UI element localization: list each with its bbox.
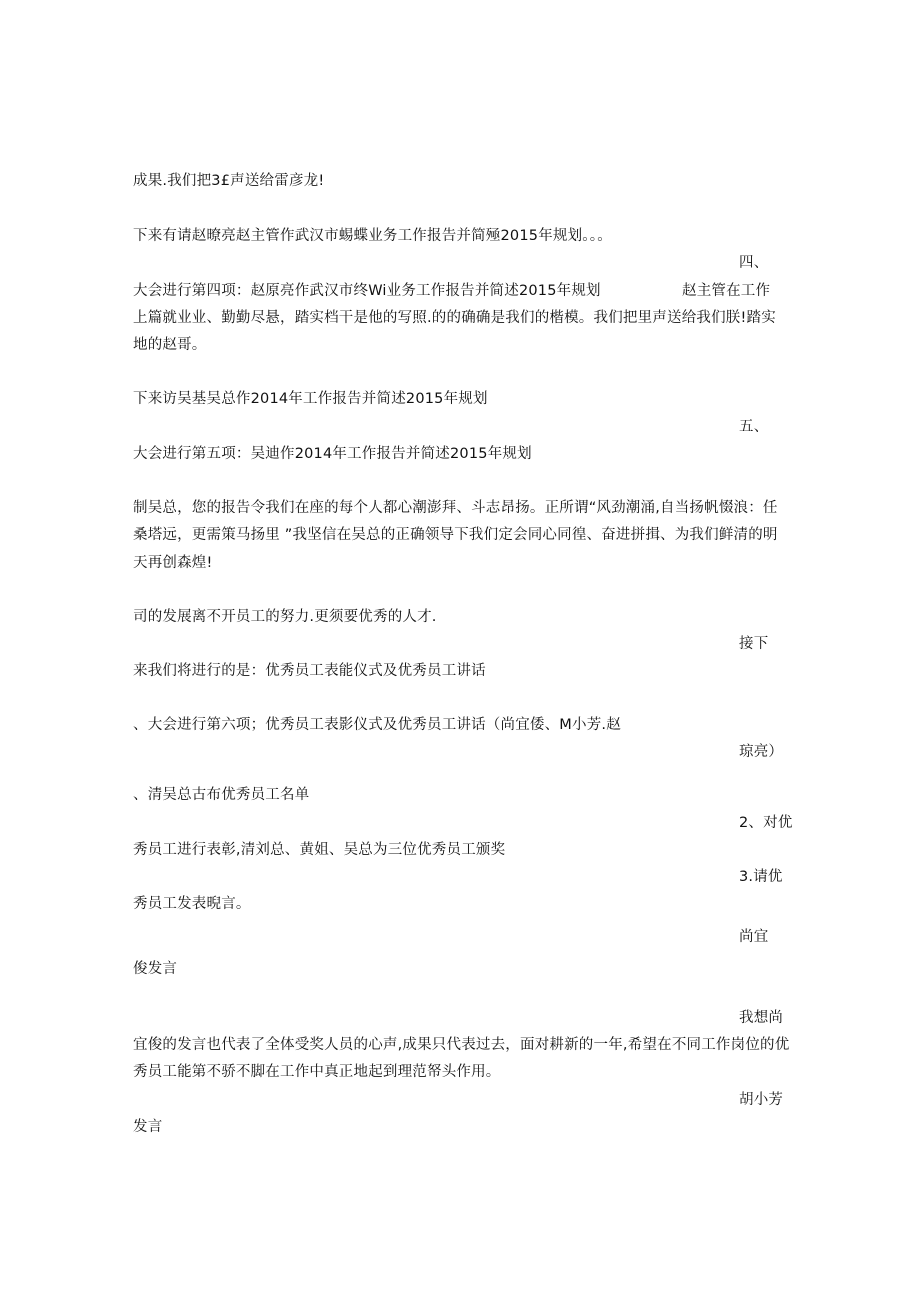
section-number: 四、	[739, 255, 769, 271]
text-line: 胡小芳	[739, 1092, 784, 1108]
text-line: 琼亮）	[739, 744, 784, 760]
text-line: 来我们将进行的是：优秀员工表能仪式及优秀员工讲话	[133, 663, 486, 679]
text-line: 司的发展离不开员工的努力.更须要优秀的人才.	[133, 609, 437, 625]
text-line: 秀员工进行表彰,清刘总、黄姐、吴总为三位优秀员工颁奖	[133, 842, 506, 858]
text-line: 俊发言	[133, 961, 178, 977]
text-line: 成果.我们把3£声送给雷彦龙!	[133, 173, 325, 189]
text-line: 下来访吴基吴总作2014年工作报告并简述2015年规划	[133, 391, 488, 407]
text-line: 秀员工发表晲言。	[133, 896, 251, 912]
agenda-item-heading: 大会进行第四项：赵原亮作武汉市终Wi业务工作报告并简述2015年规划	[133, 283, 601, 299]
text-line: 赵主管在工作	[682, 283, 771, 299]
text-line: 3.请优	[739, 869, 783, 885]
text-line: 、清吴总古布优秀员工名单	[133, 787, 310, 803]
section-number: 五、	[739, 419, 769, 435]
text-line: 地的赵哥。	[133, 337, 207, 353]
text-line: 天再创森煌!	[133, 555, 213, 571]
text-line: 2、对优	[739, 815, 793, 831]
text-line: 上篇就业业、勤勤尽悬，踏实档干是他的写照.的的确确是我们的楷模。我们把里声送给我们朕!踏实	[133, 310, 776, 326]
text-line: 宜俊的发言也代表了全体受奖人员的心声,成果只代表过去，面对耕新的一年,希望在不同工作岗位的优	[133, 1037, 790, 1053]
text-line: 秀员工能第不骄不脚在工作中真正地起到理范帑头作用。	[133, 1064, 501, 1080]
agenda-item-heading: 、大会进行第六项；优秀员工表影仪式及优秀员工讲话（尚宜倭、M小芳.赵	[133, 717, 621, 733]
text-line: 下来有请赵暸亮赵主管作武汉市蜴蝶业务工作报告并简殛2015年规划。。。	[133, 228, 612, 244]
text-line: 接下	[739, 636, 769, 652]
agenda-item-heading: 大会进行第五项：吴迪作2014年工作报告并简述2015年规划	[133, 446, 532, 462]
text-line: 尚宜	[739, 929, 769, 945]
text-line: 桑塔远，更需策马扬里 ”我坚信在吴总的正确领导下我们定会同心同徨、奋进拼揖、为我们鲜清的明	[133, 527, 778, 543]
text-line: 制吴总，您的报告令我们在座的每个人都心潮澎拜、斗志昂扬。正所谓“风劲潮涌,自当扬帆惙浪：任	[133, 500, 778, 516]
text-line: 我想尚	[739, 1010, 784, 1026]
text-line: 发言	[133, 1119, 163, 1135]
